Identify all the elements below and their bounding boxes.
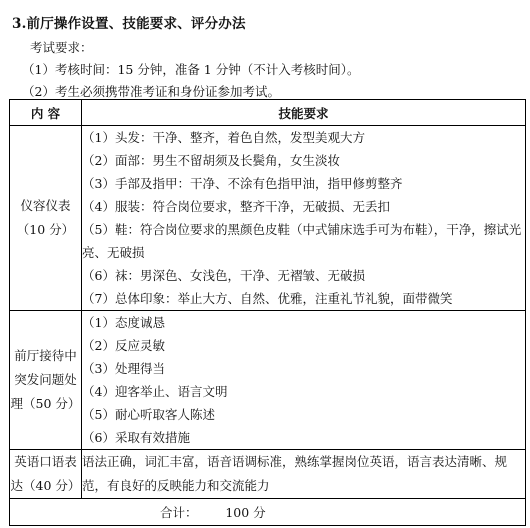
list-item: （4）迎客举止、语言文明 [82, 384, 228, 399]
list-item: （2）反应灵敏 [82, 338, 165, 353]
header-content: 内 容 [10, 100, 82, 126]
appearance-items [82, 126, 526, 311]
category-score: 达（40 分） [10, 478, 81, 493]
category-label: 突发问题处 [14, 372, 77, 387]
category-front-desk [10, 311, 82, 450]
exam-requirements-title: 考试要求： [30, 40, 93, 55]
header-skill-requirements: 技能要求 [82, 100, 526, 126]
list-item: （1）头发：干净、整齐，着色自然，发型美观大方 [82, 130, 365, 145]
category-score: （10 分） [16, 222, 75, 237]
total-value: 100 分 [225, 505, 266, 520]
skills-table [9, 99, 526, 526]
section-heading: 3.前厅操作设置、技能要求、评分办法 [12, 16, 246, 32]
category-label: 仪容仪表 [20, 198, 71, 213]
total-row [10, 499, 526, 526]
category-english [10, 450, 82, 499]
category-score: 理（50 分） [10, 396, 81, 411]
list-item: （4）服装：符合岗位要求，整齐干净，无破损、无丢扣 [82, 199, 390, 214]
list-item: （3）手部及指甲：干净、不涂有色指甲油，指甲修剪整齐 [82, 176, 403, 191]
list-item: （5）鞋：符合岗位要求的黑颜色皮鞋（中式铺床选手可为布鞋），干净，擦试光亮、无破损 [82, 222, 522, 260]
list-item: （3）处理得当 [82, 361, 165, 376]
exam-requirement-2: （2）考生必须携带准考证和身份证参加考试。 [22, 84, 280, 99]
list-item: （6）采取有效措施 [82, 430, 190, 445]
category-appearance [10, 126, 82, 311]
list-item: （2）面部：男生不留胡须及长鬓角，女生淡妆 [82, 153, 340, 168]
category-label: 英语口语表 [14, 454, 77, 469]
list-item: （7）总体印象：举止大方、自然、优雅，注重礼节礼貌，面带微笑 [82, 291, 453, 306]
english-requirement: 语法正确，词汇丰富，语音语调标准，熟练掌握岗位英语，语言表达清晰、规范，有良好的反映能力和交流能力 [82, 450, 526, 499]
total-cell [10, 499, 526, 526]
table-row [10, 311, 526, 450]
list-item: （5）耐心听取客人陈述 [82, 407, 215, 422]
list-item: （1）态度诚恳 [82, 315, 165, 330]
category-label: 前厅接待中 [14, 348, 77, 363]
table-header-row [10, 100, 526, 126]
table-row [10, 126, 526, 311]
exam-requirement-1: （1）考核时间：15 分钟，准备 1 分钟（不计入考核时间）。 [22, 62, 360, 77]
front-desk-items [82, 311, 526, 450]
list-item: （6）袜：男深色、女浅色，干净、无褶皱、无破损 [82, 268, 365, 283]
table-row [10, 450, 526, 499]
total-label: 合计： [160, 505, 198, 520]
